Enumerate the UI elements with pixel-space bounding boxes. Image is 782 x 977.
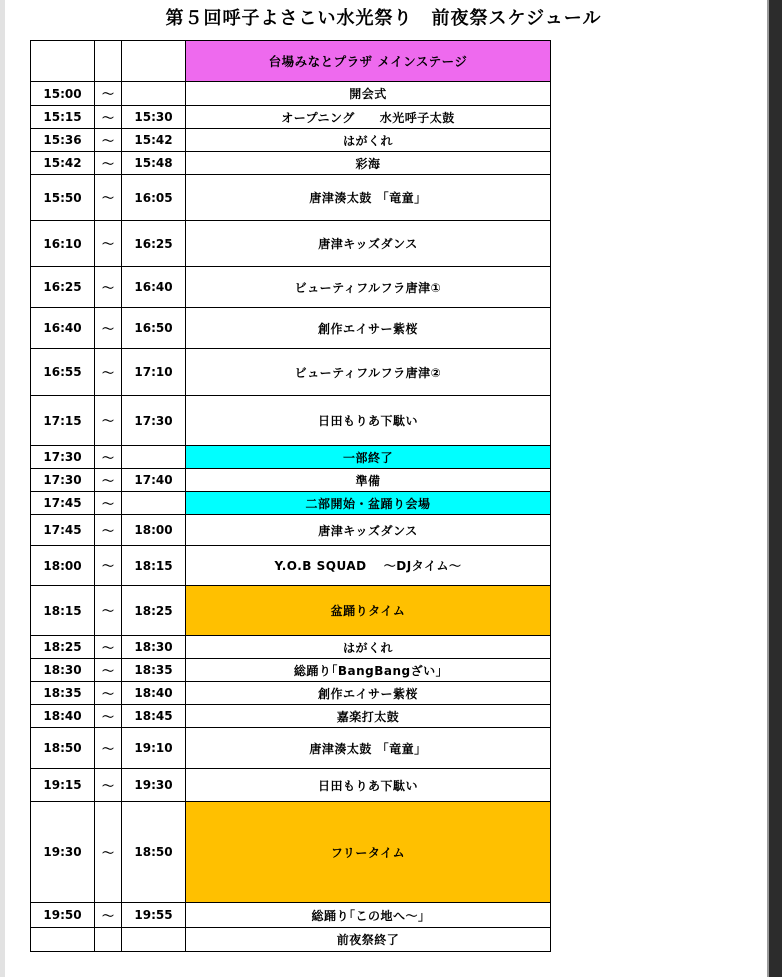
activity-name: 創作エイサー紫桜 (186, 308, 551, 349)
activity-name: オープニング 水光呼子太鼓 (186, 106, 551, 129)
time-separator: ～ (95, 308, 122, 349)
time-separator: ～ (95, 769, 122, 802)
stage-header-row (31, 41, 551, 82)
end-time (122, 928, 186, 952)
start-time: 15:50 (31, 175, 95, 221)
end-time: 19:55 (122, 903, 186, 928)
activity-name: はがくれ (186, 636, 551, 659)
time-separator: ～ (95, 903, 122, 928)
time-separator: ～ (95, 267, 122, 308)
start-time: 17:15 (31, 396, 95, 446)
end-time: 18:30 (122, 636, 186, 659)
activity-name: 唐津キッズダンス (186, 515, 551, 546)
end-time: 19:30 (122, 769, 186, 802)
schedule-row (31, 396, 551, 446)
end-time: 18:40 (122, 682, 186, 705)
activity-name: 嘉楽打太鼓 (186, 705, 551, 728)
end-time: 18:00 (122, 515, 186, 546)
end-time: 18:45 (122, 705, 186, 728)
time-separator: ～ (95, 396, 122, 446)
stage-name: 台場みなとプラザ メインステージ (186, 41, 551, 82)
schedule-row (31, 636, 551, 659)
schedule-row (31, 349, 551, 396)
time-separator: ～ (95, 492, 122, 515)
start-time: 18:40 (31, 705, 95, 728)
time-separator: ～ (95, 152, 122, 175)
left-window-edge (0, 0, 5, 977)
schedule-row (31, 659, 551, 682)
activity-name: 唐津湊太鼓 「竜童」 (186, 728, 551, 769)
start-time: 17:45 (31, 515, 95, 546)
start-time: 19:50 (31, 903, 95, 928)
schedule-row (31, 308, 551, 349)
start-time: 18:50 (31, 728, 95, 769)
right-scrollbar-track[interactable] (767, 0, 782, 977)
time-separator: ～ (95, 221, 122, 267)
start-time: 18:35 (31, 682, 95, 705)
schedule-row (31, 446, 551, 469)
end-time: 16:40 (122, 267, 186, 308)
end-time: 19:10 (122, 728, 186, 769)
schedule-row (31, 106, 551, 129)
time-separator: ～ (95, 705, 122, 728)
activity-name: フリータイム (186, 802, 551, 903)
start-time: 15:42 (31, 152, 95, 175)
activity-name: 日田もりあ下駄い (186, 396, 551, 446)
end-time (122, 492, 186, 515)
activity-name: Y.O.B SQUAD ～DJタイム～ (186, 546, 551, 586)
schedule-body (31, 41, 551, 952)
start-time: 16:25 (31, 267, 95, 308)
schedule-row (31, 82, 551, 106)
schedule-row (31, 175, 551, 221)
schedule-row (31, 469, 551, 492)
start-time: 19:30 (31, 802, 95, 903)
time-separator: ～ (95, 659, 122, 682)
header-cell-end (122, 41, 186, 82)
time-separator: ～ (95, 682, 122, 705)
end-time: 17:10 (122, 349, 186, 396)
start-time: 16:55 (31, 349, 95, 396)
schedule-row (31, 515, 551, 546)
schedule-row (31, 705, 551, 728)
start-time: 19:15 (31, 769, 95, 802)
schedule-row (31, 492, 551, 515)
schedule-row (31, 267, 551, 308)
activity-name: 開会式 (186, 82, 551, 106)
activity-name: ビューティフルフラ唐津② (186, 349, 551, 396)
end-time: 16:50 (122, 308, 186, 349)
activity-name: 創作エイサー紫桜 (186, 682, 551, 705)
end-time: 18:25 (122, 586, 186, 636)
schedule-row (31, 928, 551, 952)
header-cell-start (31, 41, 95, 82)
time-separator: ～ (95, 446, 122, 469)
schedule-row (31, 682, 551, 705)
start-time: 17:45 (31, 492, 95, 515)
start-time: 15:00 (31, 82, 95, 106)
time-separator: ～ (95, 636, 122, 659)
time-separator: ～ (95, 728, 122, 769)
start-time: 18:30 (31, 659, 95, 682)
schedule-row (31, 903, 551, 928)
schedule-row (31, 769, 551, 802)
end-time (122, 82, 186, 106)
activity-name: 唐津キッズダンス (186, 221, 551, 267)
start-time: 18:00 (31, 546, 95, 586)
end-time: 18:50 (122, 802, 186, 903)
activity-name: 日田もりあ下駄い (186, 769, 551, 802)
end-time: 16:25 (122, 221, 186, 267)
time-separator: ～ (95, 586, 122, 636)
activity-name: 盆踊りタイム (186, 586, 551, 636)
schedule-table (30, 40, 551, 952)
schedule-row (31, 802, 551, 903)
end-time: 18:35 (122, 659, 186, 682)
start-time (31, 928, 95, 952)
activity-name: 二部開始・盆踊り会場 (186, 492, 551, 515)
time-separator: ～ (95, 129, 122, 152)
start-time: 16:10 (31, 221, 95, 267)
end-time: 15:42 (122, 129, 186, 152)
time-separator: ～ (95, 349, 122, 396)
time-separator: ～ (95, 546, 122, 586)
activity-name: 総踊り｢BangBangざい｣ (186, 659, 551, 682)
end-time: 17:40 (122, 469, 186, 492)
time-separator: ～ (95, 469, 122, 492)
start-time: 15:36 (31, 129, 95, 152)
activity-name: 唐津湊太鼓 「竜童」 (186, 175, 551, 221)
page-title: 第５回呼子よさこい水光祭り 前夜祭スケジュール (165, 8, 602, 29)
time-separator: ～ (95, 82, 122, 106)
activity-name: 彩海 (186, 152, 551, 175)
start-time: 18:15 (31, 586, 95, 636)
start-time: 18:25 (31, 636, 95, 659)
end-time: 15:30 (122, 106, 186, 129)
time-separator: ～ (95, 175, 122, 221)
schedule-row (31, 152, 551, 175)
start-time: 15:15 (31, 106, 95, 129)
end-time: 18:15 (122, 546, 186, 586)
start-time: 17:30 (31, 446, 95, 469)
end-time (122, 446, 186, 469)
end-time: 15:48 (122, 152, 186, 175)
time-separator: ～ (95, 515, 122, 546)
activity-name: 準備 (186, 469, 551, 492)
activity-name: はがくれ (186, 129, 551, 152)
time-separator: ～ (95, 106, 122, 129)
time-separator: ～ (95, 802, 122, 903)
schedule-row (31, 221, 551, 267)
header-cell-sep (95, 41, 122, 82)
end-time: 16:05 (122, 175, 186, 221)
schedule-row (31, 546, 551, 586)
start-time: 16:40 (31, 308, 95, 349)
schedule-row (31, 728, 551, 769)
activity-name: 前夜祭終了 (186, 928, 551, 952)
activity-name: ビューティフルフラ唐津① (186, 267, 551, 308)
schedule-row (31, 129, 551, 152)
end-time: 17:30 (122, 396, 186, 446)
activity-name: 総踊り｢この地へ～｣ (186, 903, 551, 928)
schedule-row (31, 586, 551, 636)
time-separator (95, 928, 122, 952)
start-time: 17:30 (31, 469, 95, 492)
activity-name: 一部終了 (186, 446, 551, 469)
